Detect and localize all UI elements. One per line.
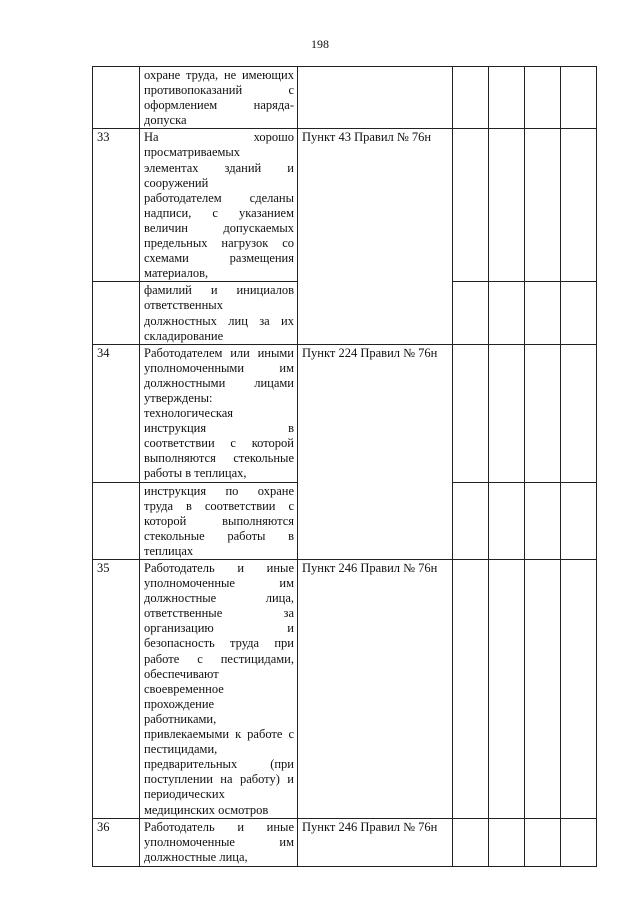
row-number	[93, 282, 140, 344]
requirement-line: инструкция в	[144, 421, 294, 436]
answer-cell-3	[525, 482, 561, 559]
answer-cell-1	[453, 344, 489, 482]
requirement-line: складирование	[144, 328, 224, 343]
regulation-reference	[298, 67, 453, 129]
row-number: 34	[93, 344, 140, 482]
table-row	[93, 282, 597, 344]
row-number: 36	[93, 818, 140, 866]
requirement-line: уполномоченными им	[144, 360, 294, 375]
answer-cell-2	[489, 282, 525, 344]
regulation-reference	[298, 482, 453, 559]
answer-cell-2	[489, 129, 525, 282]
answer-cell-3	[525, 282, 561, 344]
answer-cell-4	[561, 560, 597, 819]
row-number: 33	[93, 129, 140, 282]
requirement-line: своевременное	[144, 681, 224, 696]
requirement-line: работы в теплицах,	[144, 466, 247, 481]
table-row	[93, 482, 597, 559]
requirement-line: организацию и	[144, 621, 294, 636]
requirement-line: противопоказаний с	[144, 83, 294, 98]
requirement-line: поступлении на работу) и	[144, 772, 294, 787]
regulation-reference: Пункт 43 Правил № 76н	[298, 129, 453, 282]
requirement-line: На хорошо	[144, 130, 294, 145]
requirement-line: должностные лица,	[144, 591, 294, 606]
answer-cell-4	[561, 818, 597, 866]
answer-cell-2	[489, 344, 525, 482]
checklist-rows	[93, 67, 597, 867]
requirement-line: утверждены:	[144, 390, 213, 405]
answer-cell-4	[561, 282, 597, 344]
answer-cell-2	[489, 482, 525, 559]
requirement-line: элементах зданий и	[144, 160, 294, 175]
answer-cell-1	[453, 818, 489, 866]
requirement-text	[140, 560, 298, 819]
requirement-line: должностные лица,	[144, 849, 248, 864]
requirement-line: Работодатель и иные	[144, 819, 294, 834]
requirement-line: выполняются стекольные	[144, 451, 294, 466]
requirement-line: должностными лицами	[144, 375, 294, 390]
requirement-text	[140, 818, 298, 866]
requirement-line: уполномоченные им	[144, 834, 294, 849]
regulation-reference	[298, 282, 453, 344]
table-row	[93, 560, 597, 819]
requirement-line: оформлением наряда-	[144, 98, 294, 113]
checklist-table	[92, 66, 597, 867]
requirement-line: фамилий и инициалов	[144, 283, 294, 298]
requirement-line: предварительных (при	[144, 757, 294, 772]
requirement-line: медицинских осмотров	[144, 802, 269, 817]
table-row	[93, 129, 597, 282]
answer-cell-1	[453, 560, 489, 819]
requirement-line: инструкция по охране	[144, 483, 294, 498]
answer-cell-1	[453, 67, 489, 129]
row-number: 35	[93, 560, 140, 819]
requirement-line: периодических	[144, 787, 225, 802]
requirement-line: просматриваемых	[144, 145, 241, 160]
answer-cell-3	[525, 818, 561, 866]
row-number	[93, 67, 140, 129]
requirement-line: работе с пестицидами,	[144, 651, 294, 666]
requirement-line: ответственные за	[144, 606, 294, 621]
requirement-line: труда в соответствии с	[144, 498, 294, 513]
answer-cell-3	[525, 560, 561, 819]
regulation-reference: Пункт 246 Правил № 76н	[298, 818, 453, 866]
requirement-line: обеспечивают	[144, 666, 219, 681]
answer-cell-1	[453, 282, 489, 344]
requirement-line: привлекаемыми к работе с	[144, 727, 294, 742]
requirement-line: должностных лиц за их	[144, 313, 294, 328]
answer-cell-3	[525, 129, 561, 282]
requirement-line: стекольные работы в	[144, 528, 294, 543]
requirement-text	[140, 282, 298, 344]
answer-cell-1	[453, 482, 489, 559]
requirement-line: надписи, с указанием	[144, 205, 294, 220]
requirement-text	[140, 482, 298, 559]
page-number: 198	[311, 37, 329, 51]
answer-cell-2	[489, 560, 525, 819]
requirement-line: работодателем сделаны	[144, 190, 294, 205]
answer-cell-4	[561, 344, 597, 482]
requirement-line: которой выполняются	[144, 513, 294, 528]
table-row	[93, 818, 597, 866]
requirement-line: схемами размещения	[144, 251, 294, 266]
requirement-line: величин допускаемых	[144, 220, 294, 235]
regulation-reference: Пункт 246 Правил № 76н	[298, 560, 453, 819]
requirement-line: работниками,	[144, 711, 217, 726]
answer-cell-1	[453, 129, 489, 282]
table-row	[93, 344, 597, 482]
answer-cell-3	[525, 344, 561, 482]
answer-cell-3	[525, 67, 561, 129]
requirement-line: материалов,	[144, 266, 209, 281]
row-number	[93, 482, 140, 559]
requirement-line: пестицидами,	[144, 742, 218, 757]
requirement-line: Работодателем или иными	[144, 345, 294, 360]
answer-cell-4	[561, 67, 597, 129]
requirement-line: теплицах	[144, 543, 194, 558]
regulation-reference: Пункт 224 Правил № 76н	[298, 344, 453, 482]
requirement-line: сооружений	[144, 175, 209, 190]
requirement-line: соответствии с которой	[144, 436, 294, 451]
requirement-line: охране труда, не имеющих	[144, 68, 294, 82]
answer-cell-4	[561, 129, 597, 282]
requirement-text	[140, 129, 298, 282]
requirement-text	[140, 344, 298, 482]
requirement-line: безопасность труда при	[144, 636, 294, 651]
table-row	[93, 67, 597, 129]
answer-cell-2	[489, 67, 525, 129]
requirement-line: допуска	[144, 113, 187, 128]
requirement-line: уполномоченные им	[144, 576, 294, 591]
answer-cell-4	[561, 482, 597, 559]
requirement-line: ответственных	[144, 298, 223, 313]
requirement-text	[140, 67, 298, 129]
requirement-line: прохождение	[144, 696, 215, 711]
requirement-line: Работодатель и иные	[144, 561, 294, 575]
requirement-line: технологическая	[144, 406, 234, 421]
answer-cell-2	[489, 818, 525, 866]
requirement-line: предельных нагрузок со	[144, 236, 294, 251]
